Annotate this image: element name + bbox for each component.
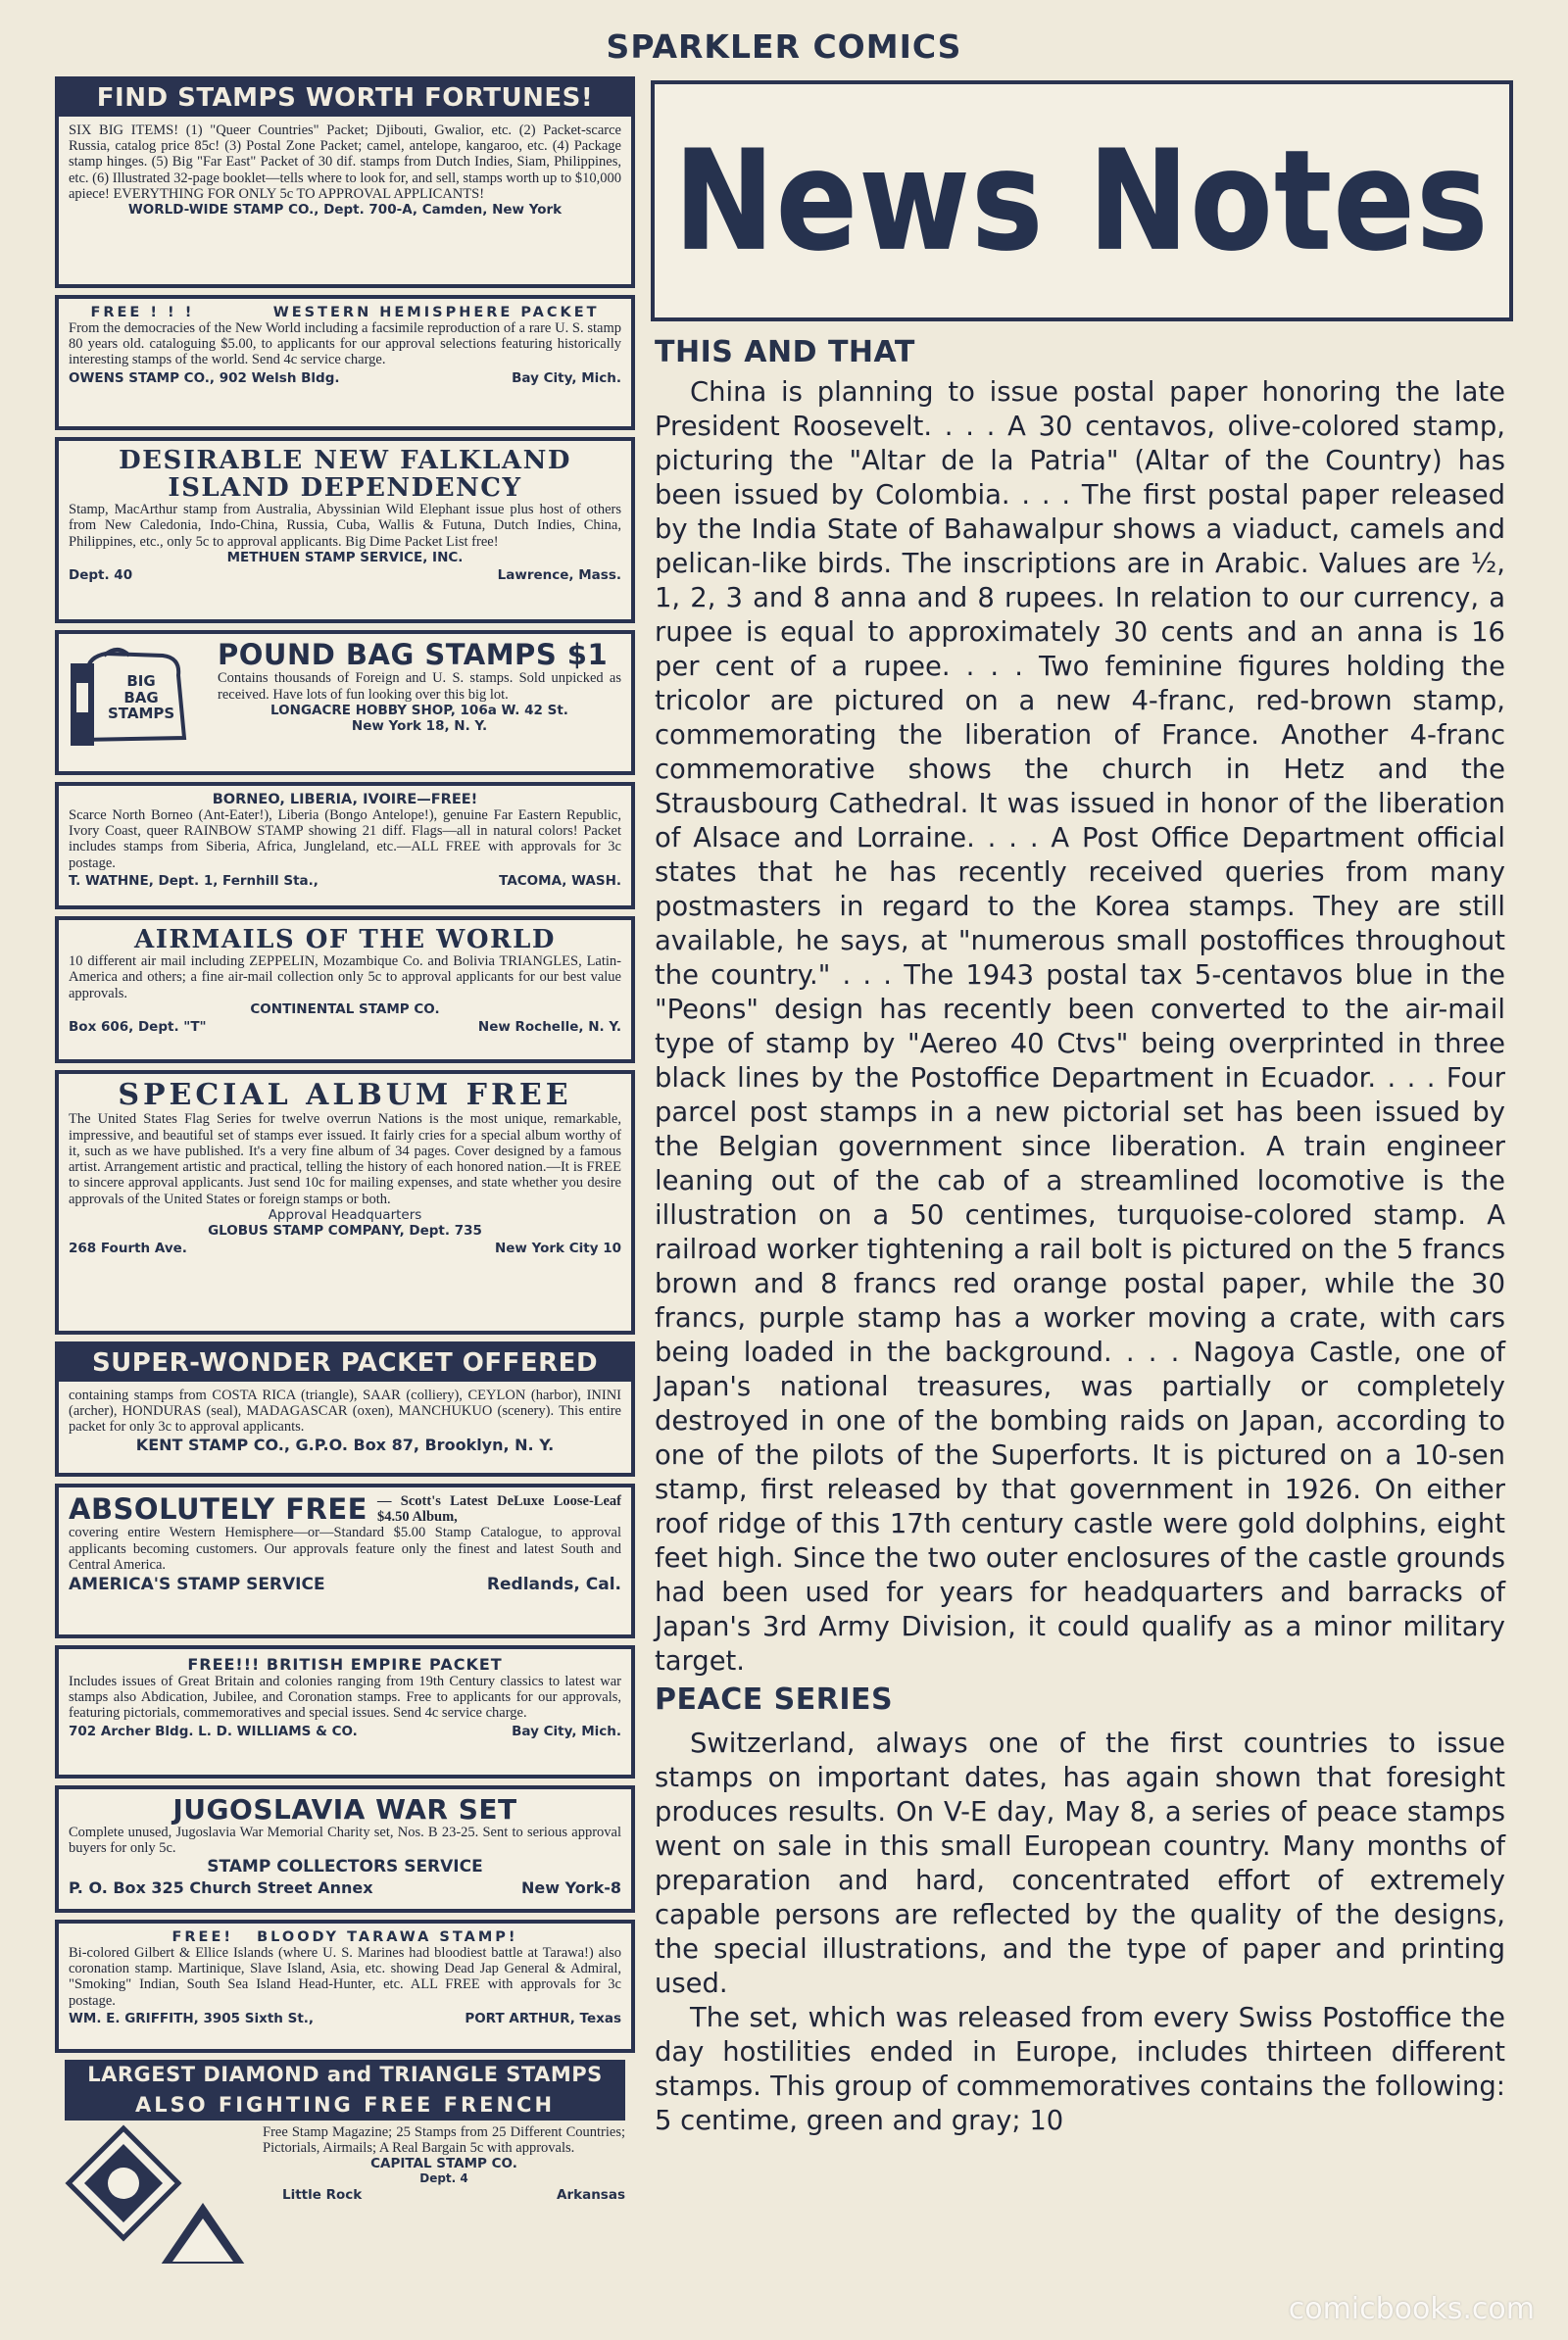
ad-footer-left: Dept. 40 [69, 566, 133, 583]
ad-company-pre: Approval Headquarters [268, 1206, 422, 1223]
ad-borneo [55, 782, 635, 909]
ad-capital-stamp [55, 2060, 635, 2264]
ad-title: JUGOSLAVIA WAR SET [172, 1793, 517, 1826]
ad-footer-left: 702 Archer Bldg. L. D. WILLIAMS & CO. [69, 1723, 358, 1739]
news-notes-masthead [651, 80, 1513, 321]
ad-footer [69, 873, 621, 889]
site-watermark: comicbooks.com [1288, 2292, 1535, 2326]
ad-dept: Dept. 4 [419, 2171, 468, 2186]
ad-footer-right: Bay City, Mich. [512, 1723, 621, 1739]
ad-footer-left: T. WATHNE, Dept. 1, Fernhill Sta., [69, 872, 318, 889]
news-article [655, 335, 1505, 2138]
ad-body: Contains thousands of Foreign and U. S. stamps. Sold unpicked as received. Have lots of fun looking over this big lot. [218, 670, 621, 703]
ad-body: 10 different air mail including ZEPPELIN, Mozambique Co. and Bolivia TRIANGLES, Latin-America and others; a fine air-mail collection only 5c to approval applicants for our best value approvals. [69, 953, 621, 1001]
ad-footer [69, 1878, 621, 1897]
ad-footer-right: Arkansas [557, 2187, 625, 2204]
article-paragraph: China is planning to issue postal paper honoring the late President Roosevelt. . . . A 30 centavos, olive-colored stamp, picturing the "Altar de la Patria" (Altar of the Country) has been issued by Colombia. . . . The first postal paper released by the India State of Bahawalpur shows a viaduct, camels and pelican-like birds. The inscriptions are in Arabic. Values are ½, 1, 2, 3 and 8 anna and 8 rupees. In relation to our currency, a rupee is equal to approximately 30 cents and an anna is 16 per cent of a rupee. . . . Two feminine figures holding the tricolor are pictured on a new 4-franc, red-brown stamp, commemorating the liberation of France. Another 4-franc commemorative shows the church in Hetz and the Strausbourg Cathedral. It was issued in honor of the liberation of Alsace and Lorraine. . . . A Post Office Department official states that he has recently received queries from many postmasters in regard to the Korea stamps. They are still available, he says, at "numerous small postoffices throughout the country." . . . The 1943 postal tax 5-centavos blue in the "Peons" design has recently been converted to the air-mail type of stamp by "Aereo 40 Ctvs" being overprinted in three black lines by the Postoffice Department in Ecuador. . . . Four parcel post stamps in a new pictorial set has been issued by the Belgian government since liberation. A train engineer leaning out of the cab of a streamlined locomotive is the illustration on a 50 centimes, turquoise-colored stamp. A railroad worker tightening a rail bolt is pictured on the 5 francs brown and 8 francs red orange postal paper, while the 30 francs, purple stamp has a worker moving a crate, with cars being loaded in the background. . . . Nagoya Castle, one of Japan's national treasures, was partially or completely destroyed in one of the bombing raids on Japan, according to one of the pilots of the Superforts. It is pictured on a 10-sen stamp, first released by that government in 1926. On either roof ridge of this 17th century castle were gold dolphins, eight feet high. Since the two outer enclosures of the castle grounds had been used for years for headquarters and barracks of Japan's 3rd Army Division, it could qualify as a minor military target. [655, 377, 1505, 1677]
ad-footer-right: New York City 10 [494, 1240, 621, 1256]
ad-footer-right: New Rochelle, N. Y. [477, 1018, 621, 1035]
ad-special-album [55, 1070, 635, 1335]
diamond-triangle-stamps-illustration [65, 2124, 251, 2264]
ad-body: SIX BIG ITEMS! (1) "Queer Countries" Packet; Djibouti, Gwalior, etc. (2) Packet-scarce Russia, catalog price 85c! (3) Postal Zone Packet; camel, antelope, kangaroo, etc. (4) Package stamp hinges. (5) Big "Far East" Packet of 30 dif. stamps from Dutch Indies, Siam, Philippines, etc. (6) Illustrated 32-page booklet—tells where to look for, and sell, stamps worth up to $10,000 apiece! EVERYTHING FOR ONLY 5c TO APPROVAL APPLICANTS! [69, 122, 621, 202]
article-paragraph: Switzerland, always one of the first countries to issue stamps on important dates, has again shown that foresight produces results. On V-E day, May 8, a series of peace stamps went on sale in this small European country. Many months of preparation and hard, concentrated effort of extremely capable persons are reflected by the quality of the designs, the special illustrations, and the type of paper and printing used. [655, 1729, 1505, 1999]
ad-footer-right: PORT ARTHUR, Texas [465, 2010, 621, 2026]
ad-footer: KENT STAMP CO., G.P.O. Box 87, Brooklyn, N. Y. [135, 1435, 555, 1454]
ad-column [55, 76, 635, 2311]
ad-banner-1: LARGEST DIAMOND and TRIANGLE STAMPS [65, 2060, 625, 2090]
section-heading-this-and-that: THIS AND THAT [655, 335, 915, 369]
page-header: SPARKLER COMICS [606, 27, 962, 66]
ad-footer-right: Bay City, Mich. [512, 369, 621, 386]
bag-label: BIG BAG STAMPS [108, 672, 175, 722]
ad-title: POUND BAG STAMPS $1 [218, 638, 609, 671]
ad-body: Scarce North Borneo (Ant-Eater!), Liberia (Bongo Antelope!), genuine Far Eastern Republic, Ivory Coast, queer RAINBOW STAMP showing 21 diff. Flags—all in natural colors! Packet includes stamps from Siberia, Africa, Jungleland, etc.—ALL FREE with approvals for 3c postage. [69, 807, 621, 871]
ad-body: The United States Flag Series for twelve overrun Nations is the most unique, remarkable, impressive, and beautiful set of stamps ever issued. It fairly cries for a special album worthy of it, such as we have published. It's a very fine album of 34 pages. Cover designed by a famous artist. Arrangement artistic and practical, telling the history of each honored nation.—It is FREE to sincere approval applicants. Just send 10c for mailing expenses, and state whether you desire approvals of the United States or foreign stamps or both. [69, 1111, 621, 1207]
ad-footer [263, 2187, 625, 2203]
ad-footer: New York 18, N. Y. [351, 717, 488, 734]
ad-footer-left: P. O. Box 325 Church Street Annex [69, 1877, 373, 1897]
ad-heading: BORNEO, LIBERIA, IVOIRE—FREE! [212, 792, 478, 807]
article-paragraph: The set, which was released from every Swiss Postoffice the day hostilities ended in Europe, includes thirteen different stamps. This group of commemoratives contains the following: 5 centime, green and gray; 10 [655, 2003, 1505, 2136]
ad-footer-left: OWENS STAMP CO., 902 Welsh Bldg. [69, 369, 340, 386]
ad-find-stamps [55, 76, 635, 288]
ad-company: GLOBUS STAMP COMPANY, Dept. 735 [208, 1222, 482, 1239]
ad-super-wonder [55, 1341, 635, 1477]
ad-banner: FIND STAMPS WORTH FORTUNES! [59, 80, 631, 117]
ad-body: Bi-colored Gilbert & Ellice Islands (where U. S. Marines had bloodiest battle at Tarawa!) also coronation stamp. Martinique, Slave Island, Asia, etc. showing Dead Jap General & Admiral, "Smoking" Indian, South Sea Island Head-Hunter, etc. ALL FREE with approvals for 3c postage. [69, 1945, 621, 2009]
ad-body: Complete unused, Jugoslavia War Memorial Charity set, Nos. B 23-25. Sent to serious approval buyers for only 5c. [69, 1825, 621, 1857]
ad-body: Stamp, MacArthur stamp from Australia, Abyssinian Wild Elephant issue plus host of others from New Caledonia, Indo-China, Russia, Cuba, Wallis & Futuna, Dutch Indies, China, Philippines, etc., only 5c to approval applicants. Big Dime Packet List free! [69, 502, 621, 550]
ad-footer-left: Box 606, Dept. "T" [69, 1018, 207, 1035]
ad-body: containing stamps from COSTA RICA (triangle), SAAR (colliery), CEYLON (harbor), ININI (archer), HONDURAS (seal), MADAGASCAR (oxen), MANCHUKUO (scenery). This entire packet for only 3c to approval applicants. [69, 1388, 621, 1436]
ad-banner: SUPER-WONDER PACKET OFFERED [59, 1345, 631, 1382]
ad-company: STAMP COLLECTORS SERVICE [207, 1856, 483, 1877]
ad-british-empire [55, 1645, 635, 1779]
ad-body: Includes issues of Great Britain and colonies ranging from 19th Century classics to latest war stamps also Abdication, Jubilee, and Coronation stamps. Free to applicants for our approvals, featuring pictorials, commemoratives and special issues. Send 4c service charge. [69, 1674, 621, 1722]
ad-company: CAPITAL STAMP CO. [370, 2156, 517, 2172]
ad-footer: WORLD-WIDE STAMP CO., Dept. 700-A, Camden, New York [127, 202, 563, 219]
ad-footer-left: 268 Fourth Ave. [69, 1240, 187, 1256]
ad-company: CONTINENTAL STAMP CO. [250, 1000, 440, 1017]
ad-footer [69, 2011, 621, 2026]
ad-title: ABSOLUTELY FREE [69, 1491, 368, 1526]
ad-airmails [55, 916, 635, 1063]
ad-heading: FREE! BLOODY TARAWA STAMP! [172, 1929, 518, 1945]
ad-footer [69, 370, 621, 386]
news-notes-title: News Notes [673, 121, 1491, 281]
ad-body: covering entire Western Hemisphere—or—Standard $5.00 Stamp Catalogue, to approval applicants becoming customers. Our approvals feature only the finest and latest South and Central America. [69, 1525, 621, 1573]
ad-footer-right: TACOMA, WASH. [499, 872, 621, 889]
ad-absolutely-free [55, 1484, 635, 1638]
ad-subtitle: — Scott's Latest DeLuxe Loose-Leaf $4.50 Album, [377, 1493, 621, 1526]
ad-body: From the democracies of the New World including a facsimile reproduction of a rare U. S. stamp 80 years old. cataloguing $5.00, to applicants for our approval selections featuring historically interesting stamps of the world. Send 4c service charge. [69, 320, 621, 368]
section-heading-peace-series: PEACE SERIES [655, 1682, 894, 1717]
ad-western-hemisphere [55, 295, 635, 430]
ad-pound-bag [55, 630, 635, 775]
ad-title: SPECIAL ALBUM FREE [118, 1078, 572, 1112]
ad-footer-right: New York-8 [520, 1877, 621, 1897]
ad-tarawa [55, 1920, 635, 2053]
ad-company: METHUEN STAMP SERVICE, INC. [226, 549, 464, 565]
ad-footer-left: AMERICA'S STAMP SERVICE [69, 1575, 325, 1595]
ad-falkland [55, 437, 635, 623]
stamp-bag-illustration [69, 644, 206, 750]
ad-footer [69, 1241, 621, 1256]
ad-footer [69, 1575, 621, 1594]
ad-footer-right: Redlands, Cal. [486, 1575, 621, 1595]
ad-footer-right: Lawrence, Mass. [497, 566, 621, 583]
ad-jugoslavia [55, 1785, 635, 1913]
ad-title: AIRMAILS OF THE WORLD [134, 925, 556, 954]
ad-title-row [69, 1493, 621, 1525]
ad-footer-left: Little Rock [282, 2187, 363, 2204]
ad-heading: FREE ! ! ! WESTERN HEMISPHERE PACKET [90, 305, 600, 320]
ad-company: LONGACRE HOBBY SHOP, 106a W. 42 St. [270, 702, 568, 718]
ad-body: Free Stamp Magazine; 25 Stamps from 25 Different Countries; Pictorials, Airmails; A Real Bargain 5c with approvals. [263, 2124, 625, 2157]
ad-banner-2: ALSO FIGHTING FREE FRENCH [65, 2090, 625, 2121]
ad-title: DESIRABLE NEW FALKLAND ISLAND DEPENDENCY [119, 446, 571, 504]
ad-footer-left: WM. E. GRIFFITH, 3905 Sixth St., [69, 2010, 315, 2026]
ad-footer [69, 1724, 621, 1739]
ad-footer [69, 1019, 621, 1035]
ad-footer [69, 567, 621, 583]
ad-heading: FREE!!! BRITISH EMPIRE PACKET [187, 1655, 503, 1674]
